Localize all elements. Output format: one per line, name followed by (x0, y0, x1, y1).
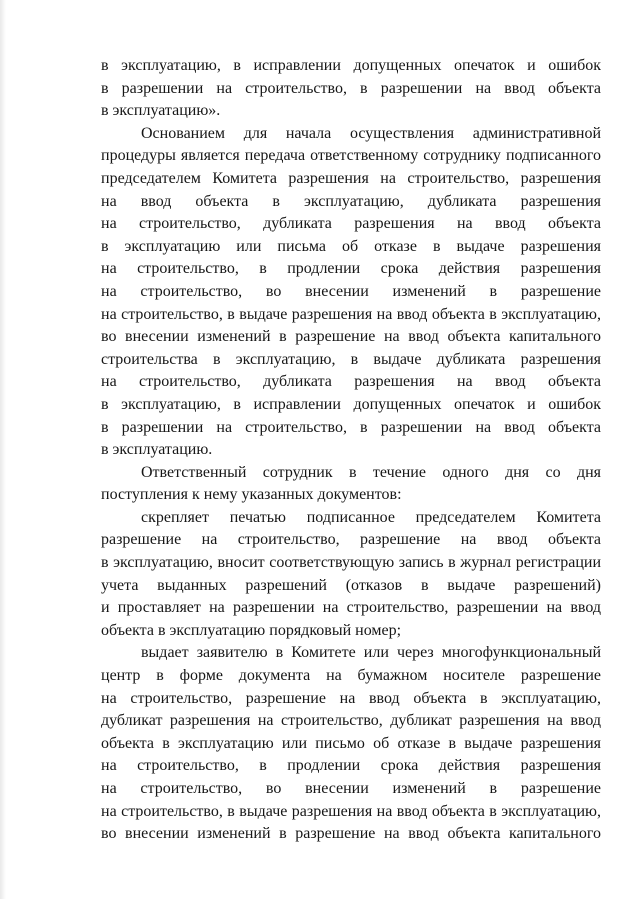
text-line: в эксплуатацию, вносит соответствующую запись в журнал регистрации (101, 554, 601, 572)
text-line: учета выданных разрешений (отказов в выдаче разрешений) (101, 576, 601, 594)
document-text-body (101, 55, 601, 846)
text-line: в разрешении на строительство, в разрешении на ввод объекта (101, 418, 601, 436)
text-line: на строительство, дубликата разрешения на ввод объекта (101, 215, 601, 233)
text-line: во внесении изменений в разрешение на ввод объекта капитального (101, 825, 601, 843)
text-line: в эксплуатацию, в исправлении допущенных опечаток и ошибок (101, 395, 601, 413)
text-line: Основанием для начала осуществления административной (141, 124, 601, 142)
text-line: выдает заявителю в Комитете или через многофункциональный (141, 644, 601, 662)
paragraph-p2 (101, 462, 601, 507)
paragraph-p4 (101, 642, 601, 845)
text-line: Ответственный сотрудник в течение одного дня со дня (141, 463, 601, 481)
text-line: на строительство, во внесении изменений в разрешение (101, 780, 601, 797)
text-line: в разрешении на строительство, в разрешении на ввод объекта (101, 79, 601, 97)
text-line: на строительство, во внесении изменений в разрешение (101, 282, 601, 300)
text-line: во внесении изменений в разрешение на ввод объекта капитального (101, 328, 601, 346)
paragraph-p3 (101, 507, 601, 643)
text-line: председателем Комитета разрешения на строительство, разрешения (101, 169, 601, 187)
text-line: в эксплуатацию или письма об отказе в выдаче разрешения (101, 237, 601, 255)
text-line: на строительство, в продлении срока действия разрешения (101, 260, 601, 278)
text-line: разрешение на строительство, разрешение на ввод объекта (101, 531, 601, 549)
text-line: дубликат разрешения на строительство, дубликат разрешения на ввод (101, 712, 601, 730)
text-line: на строительство, разрешение на ввод объекта в эксплуатацию, (101, 689, 601, 707)
paragraph-p1 (101, 123, 601, 462)
text-line: и проставляет на разрешении на строительство, разрешении на ввод (101, 599, 601, 617)
scan-left-edge (0, 0, 6, 899)
text-line: в эксплуатацию». (101, 102, 221, 120)
text-line: скрепляет печатью подписанное председателем Комитета (141, 508, 601, 526)
text-line: процедуры является передача ответственному сотруднику подписанного (101, 147, 601, 165)
text-line: поступления к нему указанных документов: (101, 486, 402, 504)
text-line: центр в форме документа на бумажном носителе разрешение (101, 667, 601, 685)
text-line: на строительство, в продлении срока действия разрешения (101, 757, 601, 775)
text-line: на строительство, дубликата разрешения на ввод объекта (101, 373, 601, 391)
text-line: на строительство, в выдаче разрешения на ввод объекта в эксплуатацию, (101, 802, 601, 820)
text-line: объекта в эксплуатацию или письмо об отказе в выдаче разрешения (101, 734, 601, 752)
text-line: на ввод объекта в эксплуатацию, дубликата разрешения (101, 192, 601, 210)
text-line: в эксплуатацию. (101, 441, 213, 459)
text-line: на строительство, в выдаче разрешения на ввод объекта в эксплуатацию, (101, 305, 601, 323)
text-line: строительства в эксплуатацию, в выдаче дубликата разрешения (101, 350, 601, 368)
paragraph-p0 (101, 55, 601, 123)
text-line: объекта в эксплуатацию порядковый номер; (101, 621, 402, 639)
text-line: в эксплуатацию, в исправлении допущенных опечаток и ошибок (101, 57, 601, 74)
